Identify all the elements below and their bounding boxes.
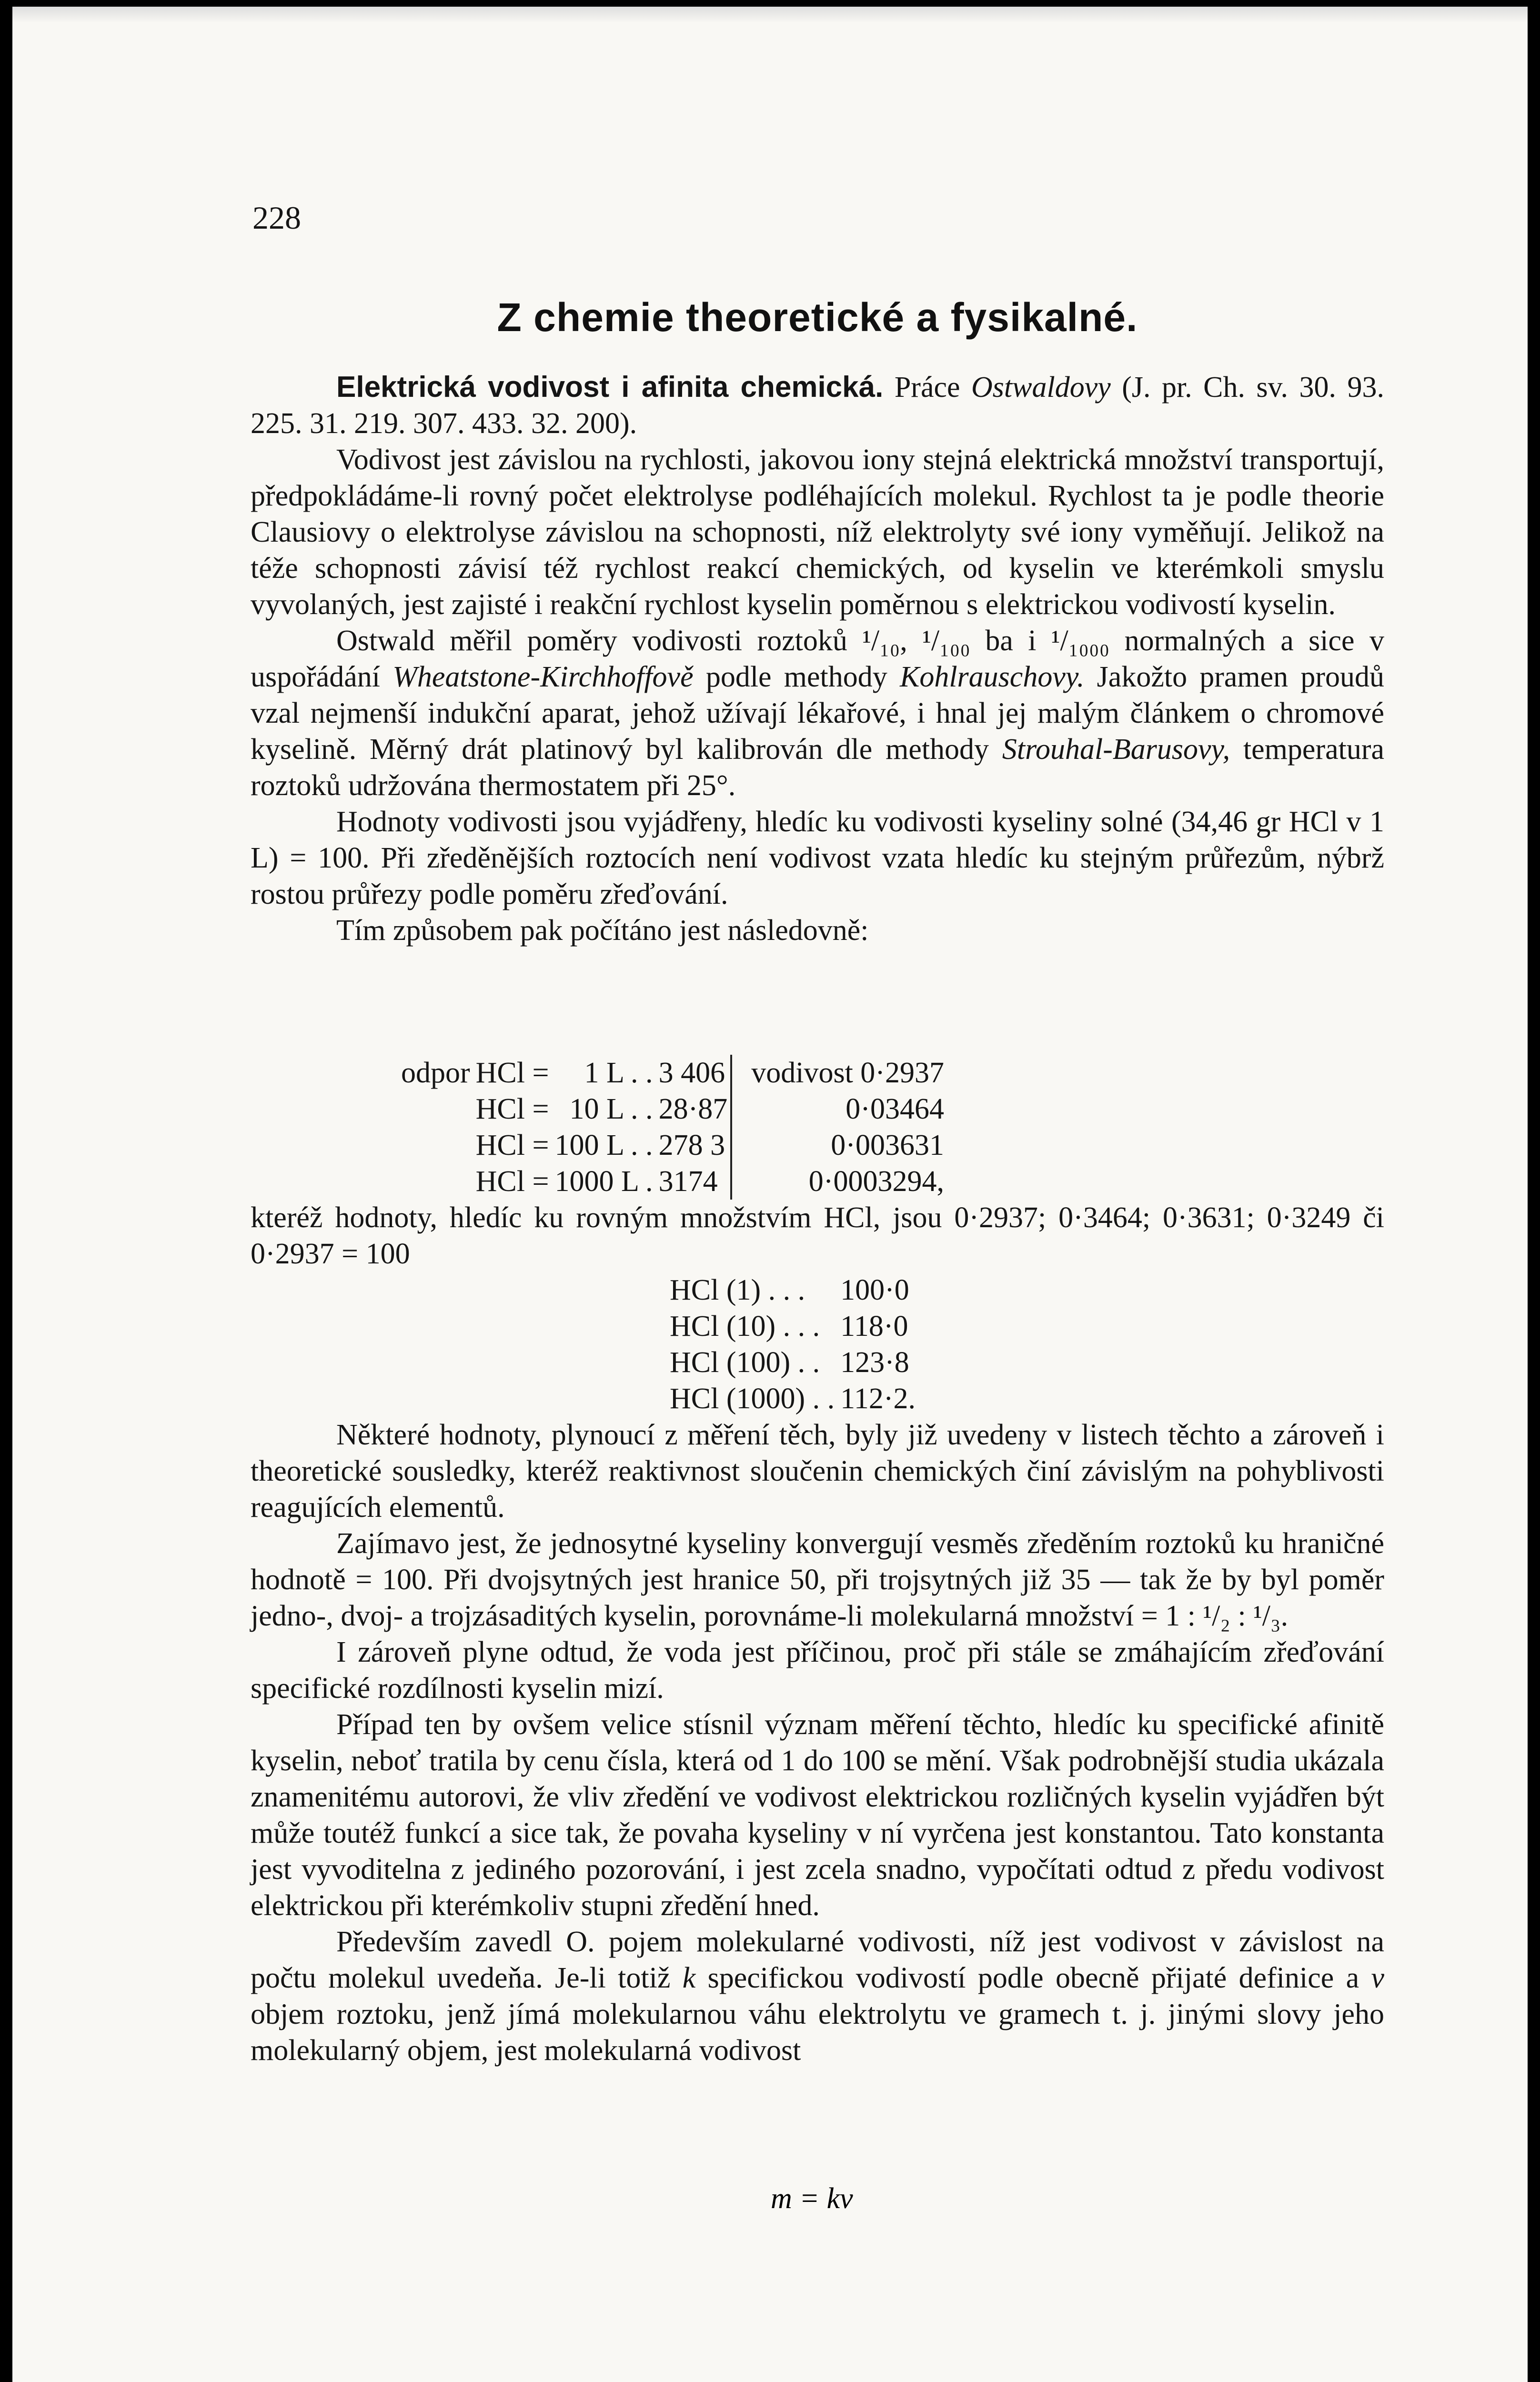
- hcl-value-cell: 112·2.: [840, 1382, 916, 1415]
- paragraph-3: Hodnoty vodivosti jsou vyjádřeny, hledíc ku vodivosti kyseliny solné (34,46 gr HCl v 1 L) = 100. Při zředěnějších roztocích není vodivost vzata hledíc ku stejným průřezům, nýbrž rostou průřezy podle poměru zřeďování.: [251, 806, 1384, 910]
- hcl-label-cell: HCl (10) . . .: [670, 1310, 820, 1342]
- paragraph-2-text-a: Ostwald měřil poměry vodivosti roztoků ¹/₁₀, ¹/₁₀₀ ba i ¹/₁₀₀₀ normalných a sice v uspořádání: [251, 625, 1384, 693]
- body-block: [251, 1417, 1384, 2069]
- paragraph-10-text-a: Především zavedl O. pojem molekularné vodivosti, níž jest vodivost v závislost na počtu molekul uvedeňa. Je-li totiž: [251, 1926, 1384, 1994]
- resistance-table: [398, 1055, 947, 1200]
- amount-cell: 10 L . .: [569, 1092, 653, 1125]
- paragraph-5: kteréž hodnoty, hledíc ku rovným množstvím HCl, jsou 0·2937; 0·3464; 0·3631; 0·3249 či 0·2937 = 100: [251, 1201, 1384, 1270]
- ref-label: Práce: [894, 371, 960, 404]
- hcl-value-cell: 123·8: [840, 1346, 909, 1379]
- hcl-value-cell: 118·0: [840, 1310, 908, 1342]
- ref-author: Ostwaldovy: [971, 371, 1111, 404]
- table-row: [667, 1272, 918, 1308]
- table-row: [667, 1308, 918, 1344]
- hcl-label-cell: HCl (1) . . .: [670, 1273, 805, 1306]
- paragraph-7: Zajímavo jest, že jednosytné kyseliny konvergují vesměs zředěním roztoků ku hraničné hodnotě = 100. Při dvojsytných jest hranice 50, při trojsytných již 35 — tak že by byl poměr jedno-, dvoj- a trojzásaditých kyselin, porovnáme-li molekularná množství = 1 : ¹/₂ : ¹/₃.: [251, 1527, 1384, 1632]
- conductivity-cell: 0·0003294,: [731, 1163, 947, 1200]
- paragraph-10-text-c: objem roztoku, jenž jímá molekularnou váhu elektrolytu ve gramech t. j. jinými slovy jeho molekularný objem, jest molekularná vodivost: [251, 1998, 1384, 2067]
- amount-cell: 100 L . .: [554, 1129, 653, 1161]
- paragraph-2: [251, 623, 1384, 804]
- paragraph-2-text-d: temperatura roztoků udržována thermostatem při 25°.: [251, 733, 1384, 802]
- table-row: [398, 1127, 947, 1163]
- table-row: [398, 1163, 947, 1200]
- paragraph-2-text-b: podle methody: [705, 661, 887, 693]
- paragraph-2-italic-3: Strouhal-Barusovy,: [1002, 733, 1230, 766]
- odpor-label: odpor: [401, 1056, 470, 1089]
- page-number: 228: [252, 200, 301, 236]
- conductivity-cell: 0·003631: [731, 1127, 947, 1163]
- resistance-cell: 28·87: [658, 1092, 728, 1125]
- hcl-label-cell: HCl (1000) . .: [670, 1382, 835, 1415]
- paragraph-6: Některé hodnoty, plynoucí z měření těch, byly již uvedeny v listech těchto a zároveň i theoretické sousledky, kteréž reaktivnost sloučenin chemických činí závislým na pohyblivosti reagujících elementů.: [251, 1419, 1384, 1524]
- formula-cell: HCl =: [475, 1129, 549, 1161]
- table-row: [398, 1091, 947, 1127]
- paragraph-2-italic-2: Kohlrauschovy.: [899, 661, 1085, 693]
- intro-paragraph: [251, 369, 1384, 442]
- ref-citation: (J. pr. Ch. sv. 30. 93. 225. 31. 219. 307. 433. 32. 200).: [251, 371, 1384, 440]
- paragraph-9: Případ ten by ovšem velice stísnil význam měření těchto, hledíc ku specifické afinitě kyselin, neboť tratila by cenu čísla, která od 1 do 100 se mění. Však podrobnější studia ukázala znamenitému autorovi, že vliv zředění ve vodivost elektrickou rozličných kyselin vyjádřen být může toutéž funkcí a sice tak, že povaha kyseliny v ní vyrčena jest konstantou. Tato konstanta jest vyvoditelna z jediného pozorování, i jest zcela snadno, vypočítati odtud z předu vodivost elektrickou při kterémkoliv stupni zředění hned.: [251, 1708, 1384, 1922]
- variable-k: k: [682, 1962, 696, 1994]
- values-paragraph-block: [251, 1200, 1384, 1272]
- table-row: [667, 1344, 918, 1381]
- molecular-conductivity-formula: m = kv: [771, 2182, 853, 2215]
- paragraph-8: I zároveň plyne odtud, že voda jest příčinou, proč při stále se zmáhajícím zřeďování specifické rozdílnosti kyselin mizí.: [251, 1636, 1384, 1705]
- variable-v: v: [1371, 1962, 1385, 1994]
- paragraph-2-italic-1: Wheatstone-Kirchhoffově: [393, 661, 694, 693]
- resistance-cell: 278 3: [658, 1129, 725, 1161]
- conductivity-cell: 0·03464: [731, 1091, 947, 1127]
- paragraph-10: [251, 1924, 1384, 2069]
- amount-cell: 1000 L .: [554, 1165, 653, 1198]
- hcl-value-cell: 100·0: [840, 1273, 909, 1306]
- conductivity-cell: vodivost 0·2937: [731, 1055, 947, 1091]
- paragraph-10-text-b: specifickou vodivostí podle obecně přijaté definice a: [707, 1962, 1359, 1994]
- intro-block: [251, 369, 1384, 949]
- relative-values-table: [667, 1272, 918, 1417]
- resistance-cell: 3 406: [658, 1056, 725, 1089]
- table-row: [667, 1381, 918, 1417]
- table-row: [398, 1055, 947, 1091]
- formula-cell: HCl =: [475, 1092, 549, 1125]
- article-title: Elektrická vodivost i afinita chemická.: [336, 371, 884, 404]
- amount-cell: 1 L . .: [584, 1056, 653, 1089]
- formula-cell: HCl =: [475, 1165, 549, 1198]
- paragraph-1: Vodivost jest závislou na rychlosti, jakovou iony stejná elektrická množství transportují, předpokládáme-li rovný počet elektrolyse podléhajících molekul. Rychlost ta je podle theorie Clausiovy o elektrolyse závislou na schopnosti, níž elektrolyty své iony vyměňují. Jelikož na téže schopnosti závisí též rychlost reakcí chemických, od kyselin ve kterémkoli smyslu vyvolaných, jest zajisté i reakční rychlost kyselin poměrnou s elektrickou vodivostí kyselin.: [251, 444, 1384, 621]
- formula-cell: HCl =: [475, 1056, 549, 1089]
- paragraph-4: Tím způsobem pak počítáno jest následovně:: [336, 914, 869, 947]
- paragraph-2-text-c: Jakožto pramen proudů vzal nejmenší indukční aparat, jehož užívají lékařové, i hnal jej malým článkem o chromové kyselině. Měrný drát platinový byl kalibrován dle methody: [251, 661, 1385, 766]
- section-title: Z chemie theoretické a fysikalné.: [497, 295, 1138, 340]
- resistance-cell: 3174: [658, 1165, 718, 1198]
- scan-edge: [12, 7, 1528, 23]
- hcl-label-cell: HCl (100) . .: [670, 1346, 820, 1379]
